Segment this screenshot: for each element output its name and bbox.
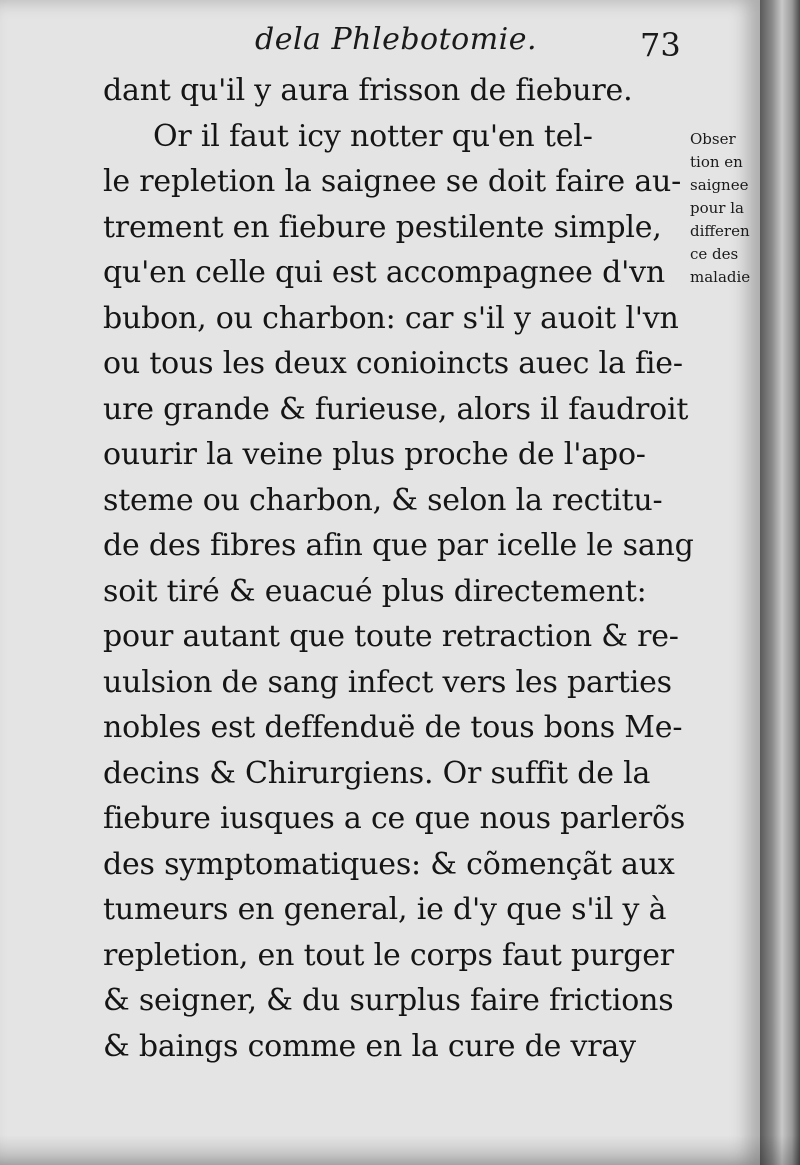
text-line: des symptomatiques: & cõmençãt aux [103,846,675,882]
margin-note [690,128,760,289]
text-line: Or il faut icy notter qu'en tel- [153,118,593,154]
text-line: soit tiré & euacué plus directement: [103,573,647,609]
text-line: repletion, en tout le corps faut purger [103,937,674,973]
margin-note-line: pour la [690,199,744,217]
page-bottom-shadow [0,1135,800,1165]
margin-note-line: tion en [690,153,743,171]
text-line: fiebure iusques a ce que nous parlerõs [103,801,686,836]
text-line: uulsion de sang infect vers les parties [103,664,672,700]
text-line: tumeurs en general, ie d'y que s'il y à [103,892,667,927]
margin-note-line: Obser [690,130,736,148]
page-number: 73 [640,26,681,64]
running-title: dela Phlebotomie. [255,22,538,57]
margin-note-line: maladie [690,268,751,286]
margin-note-line: saignee [690,176,749,194]
text-line: nobles est deffenduë de tous bons Me- [103,710,683,745]
text-line: decins & Chirurgiens. Or suffit de la [103,755,651,791]
margin-note-line: differen [690,222,750,240]
body-text [103,68,694,1069]
text-line: & baings comme en la cure de vray [103,1028,636,1064]
book-page-edge [760,0,800,1165]
text-line: bubon, ou charbon: car s'il y auoit l'vn [103,300,679,336]
text-line: ure grande & furieuse, alors il faudroit [103,391,689,427]
text-line: steme ou charbon, & selon la rectitu- [103,482,663,518]
margin-note-line: ce des [690,245,739,263]
text-line: qu'en celle qui est accompagnee d'vn [103,255,665,290]
text-line: de des fibres afin que par icelle le sang [103,528,694,563]
text-line: trement en fiebure pestilente simple, [103,209,662,245]
text-line: le repletion la saignee se doit faire au- [103,164,682,199]
text-line: ou tous les deux conioincts auec la fie- [103,346,683,381]
text-line: & seigner, & du surplus faire frictions [103,983,674,1018]
text-line: pour autant que toute retraction & re- [103,619,679,654]
text-line: ouurir la veine plus proche de l'apo- [103,437,646,472]
text-line: dant qu'il y aura frisson de fiebure. [103,73,633,108]
